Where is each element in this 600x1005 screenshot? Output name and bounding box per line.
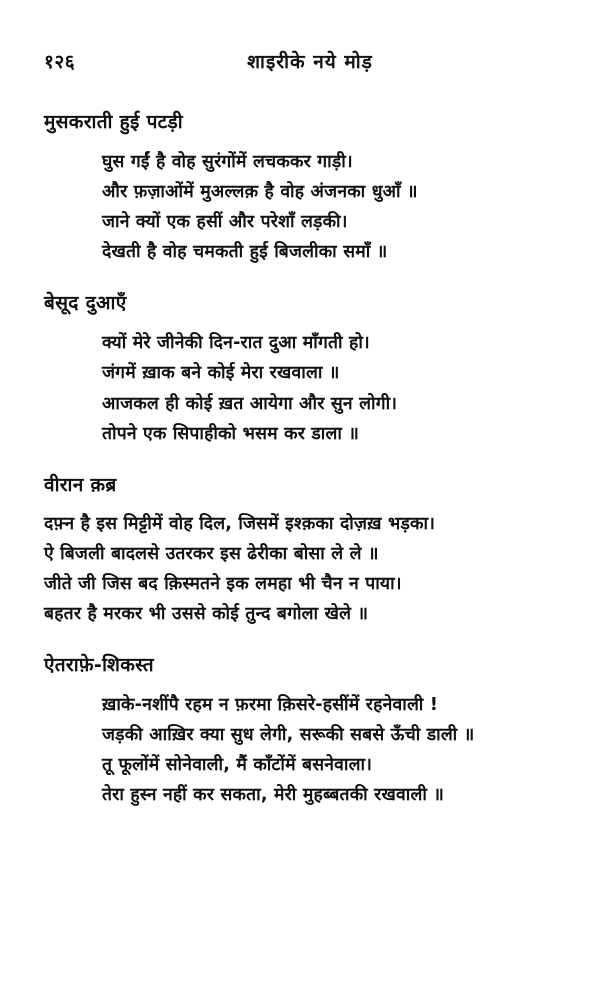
poem-line: घुस गईं है वोह सुरंगोंमें लचककर गाड़ी।	[102, 152, 353, 172]
poem-title: वीरान क़ब्र	[44, 473, 117, 496]
page-number: १२६	[44, 51, 76, 73]
poem-line: तू फूलोंमें सोनेवाली, मैं काँटोंमें बसनेवाला।	[102, 755, 373, 776]
poem-section-2	[44, 289, 556, 448]
poem-lines	[44, 690, 556, 810]
poem-title: बेसूद दुआएँ	[44, 292, 127, 315]
page-header	[44, 48, 556, 74]
poem-title: मुसकराती हुई पटड़ी	[44, 111, 183, 133]
poem-title: ऐतराफ़े-शिकस्त	[44, 654, 154, 677]
poem-line: दफ़्न है इस मिट्टीमें वोह दिल, जिसमें इश्क़का दोज़ख़ भड़का।	[44, 513, 436, 534]
poem-lines	[44, 328, 556, 448]
poem-lines	[44, 147, 556, 267]
poem-section-3	[44, 471, 556, 629]
poem-line: तेरा हुस्न नहीं कर सकता, मेरी मुहब्बतकी रखवाली ॥	[102, 785, 445, 806]
poem-line: आजकल ही कोई ख़त आयेगा और सुन लोगी।	[102, 393, 398, 414]
poem-line: जंगमें ख़ाक बने कोई मेरा रखवाला ॥	[102, 363, 340, 384]
poem-line: जाने क्यों एक हसीं और परेशाँ लड़की।	[102, 212, 348, 233]
poem-line: जीते जी जिस बद क़िस्मतने इक लमहा भी चैन न पाया।	[44, 573, 402, 594]
poem-line: तोपने एक सिपाहीको भसम कर डाला ॥	[102, 423, 360, 444]
poem-lines	[44, 509, 556, 629]
poem-line: ख़ाके-नशींपै रहम न फ़रमा क़िसरे-हसींमें रहनेवाली !	[102, 695, 439, 716]
running-title: शाइरीके नये मोड़	[247, 51, 373, 73]
poem-line: ऐ बिजली बादलसे उतरकर इस ढेरीका बोसा ले ले ॥	[44, 543, 379, 564]
poem-line: बहतर है मरकर भी उससे कोई तुन्द बगोला खेले ॥	[44, 604, 369, 625]
poem-line: देखती है वोह चमकती हुई बिजलीका समाँ ॥	[102, 242, 388, 263]
poem-section-1	[44, 108, 556, 267]
poem-section-4	[44, 651, 556, 810]
poem-line: क्यों मेरे जीनेकी दिन-रात दुआ माँगती हो।	[102, 333, 370, 354]
poem-line: जड़की आख़िर क्या सुध लेगी, सरूकी सबसे ऊँची डाली ॥	[102, 725, 475, 746]
poem-line: और फ़ज़ाओंमें मुअल्लक़ है वोह अंजनका धुआँ ॥	[102, 182, 418, 203]
